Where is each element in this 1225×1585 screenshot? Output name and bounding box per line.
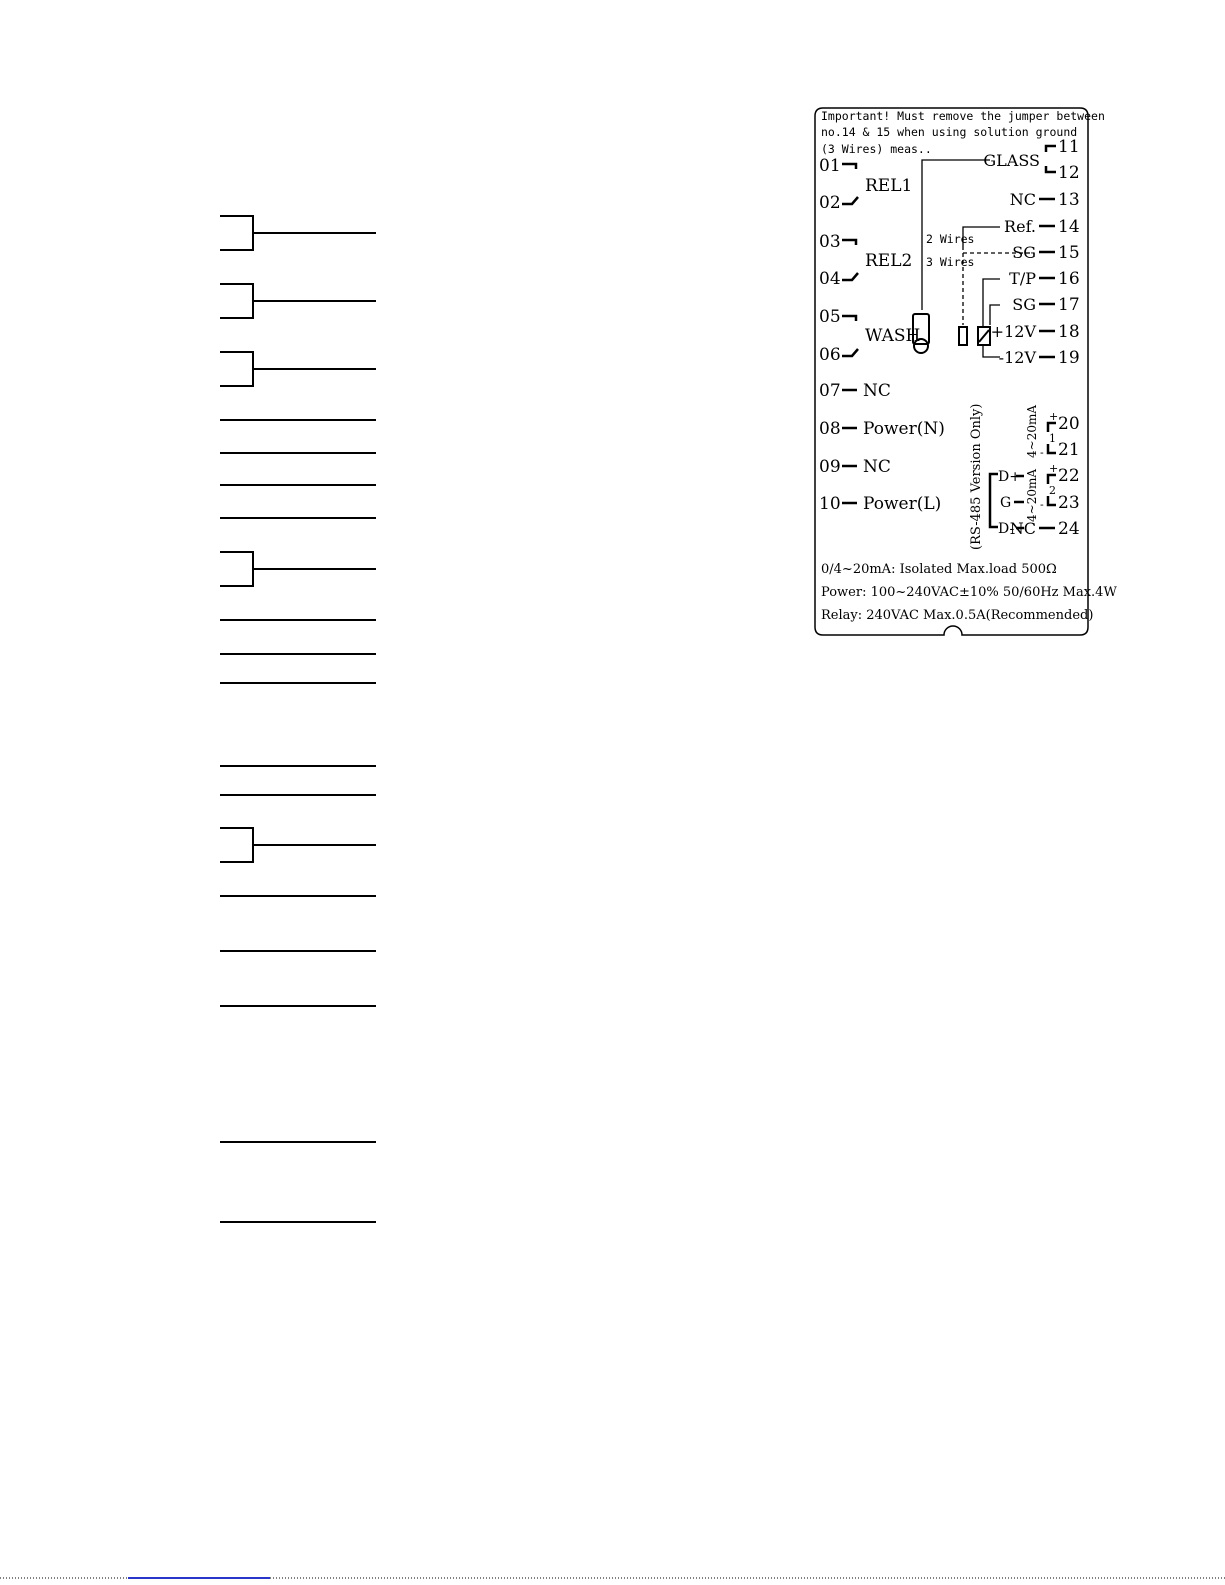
output-2-minus: - — [1040, 498, 1044, 511]
terminal-15: 15 — [1058, 243, 1080, 263]
contact-04-symbol — [842, 273, 858, 280]
terminal-13: 13 — [1058, 190, 1080, 210]
contact-03-symbol — [842, 240, 856, 245]
terminal-16: 16 — [1058, 269, 1080, 289]
terminal-03: 03 — [819, 232, 841, 252]
ref-label: Ref. — [1004, 217, 1036, 236]
terminal-04: 04 — [819, 269, 841, 289]
sg-17-label: SG — [1012, 295, 1036, 314]
bracket-2 — [220, 284, 376, 318]
terminal-02: 02 — [819, 193, 841, 213]
sg-15-label: SG — [1012, 243, 1036, 262]
notice-line-2: no.14 & 15 when using solution ground — [821, 125, 1078, 139]
terminal-20: 20 — [1058, 414, 1080, 434]
temp-sensor-icon — [959, 327, 967, 345]
d-minus-label: D- — [998, 521, 1015, 537]
spec-line-1: 0/4~20mA: Isolated Max.load 500Ω — [821, 562, 1057, 577]
ma-output-2-label: 4~20mA — [1025, 468, 1039, 522]
spec-line-2: Power: 100~240VAC±10% 50/60Hz Max.4W — [821, 585, 1117, 600]
terminal-12: 12 — [1058, 163, 1080, 183]
contact-01-symbol — [842, 164, 856, 169]
two-wires-label: 2 Wires — [926, 232, 975, 246]
terminal-21: 21 — [1058, 440, 1080, 460]
tp-wire — [983, 279, 1000, 327]
electrode-bulb-icon — [914, 339, 928, 353]
terminal-19: 19 — [1058, 348, 1080, 368]
nc-13-label: NC — [1009, 190, 1036, 209]
terminal-22: 22 — [1058, 466, 1080, 486]
terminal-11: 11 — [1058, 137, 1080, 157]
bracket-1 — [220, 216, 376, 250]
contact-05-symbol — [842, 316, 856, 321]
g-label: G — [1000, 495, 1012, 511]
contact-02-symbol — [842, 197, 858, 204]
bracket-5 — [220, 828, 376, 862]
d-plus-label: D+ — [998, 469, 1021, 485]
rel2-label: REL2 — [865, 251, 913, 271]
plus-12v-label: +12V — [990, 322, 1036, 341]
ma-output-1-label: 4~20mA — [1025, 404, 1039, 458]
panel-border — [815, 108, 1088, 635]
terminal-01: 01 — [819, 156, 841, 176]
output-1-minus: - — [1040, 446, 1044, 459]
contact-06-symbol — [842, 349, 858, 356]
terminal-panel — [815, 108, 1117, 635]
output-1-number: 1 — [1049, 432, 1056, 445]
notice-line-3: (3 Wires) meas.. — [821, 142, 932, 156]
terminal-09: 09 — [819, 457, 841, 477]
output-2-plus: + — [1049, 462, 1059, 475]
terminal-06: 06 — [819, 345, 841, 365]
nc-07-label: NC — [863, 381, 891, 401]
tp-label: T/P — [1009, 269, 1036, 288]
three-wires-label: 3 Wires — [926, 255, 975, 269]
rs485-bracket — [990, 474, 998, 527]
rel1-label: REL1 — [865, 176, 913, 196]
terminal-07: 07 — [819, 381, 841, 401]
nc-24-label: NC — [1009, 519, 1036, 538]
power-n-label: Power(N) — [863, 419, 945, 439]
output-1-plus: + — [1049, 410, 1059, 423]
terminal-10: 10 — [819, 494, 841, 514]
rs485-label: (RS-485 Version Only) — [969, 403, 984, 550]
terminal-23: 23 — [1058, 493, 1080, 513]
terminal-17: 17 — [1058, 295, 1080, 315]
power-l-label: Power(L) — [863, 494, 942, 514]
spec-line-3: Relay: 240VAC Max.0.5A(Recommended) — [821, 608, 1094, 623]
glass-bracket — [1046, 146, 1056, 172]
wash-label: WASH — [865, 326, 921, 346]
terminal-14: 14 — [1058, 217, 1080, 237]
bracket-4 — [220, 552, 376, 586]
rtd-sensor-slash — [979, 330, 989, 342]
left-line-group — [220, 216, 376, 1222]
glass-label: GLASS — [983, 151, 1040, 170]
terminal-05: 05 — [819, 307, 841, 327]
bracket-3 — [220, 352, 376, 386]
notice-line-1: Important! Must remove the jumper between — [821, 109, 1105, 123]
terminal-08: 08 — [819, 419, 841, 439]
minus-12v-label: -12V — [998, 348, 1036, 367]
rtd-wire — [983, 345, 1000, 357]
terminal-24: 24 — [1058, 519, 1080, 539]
nc-09-label: NC — [863, 457, 891, 477]
terminal-18: 18 — [1058, 322, 1080, 342]
output-2-number: 2 — [1049, 484, 1056, 497]
